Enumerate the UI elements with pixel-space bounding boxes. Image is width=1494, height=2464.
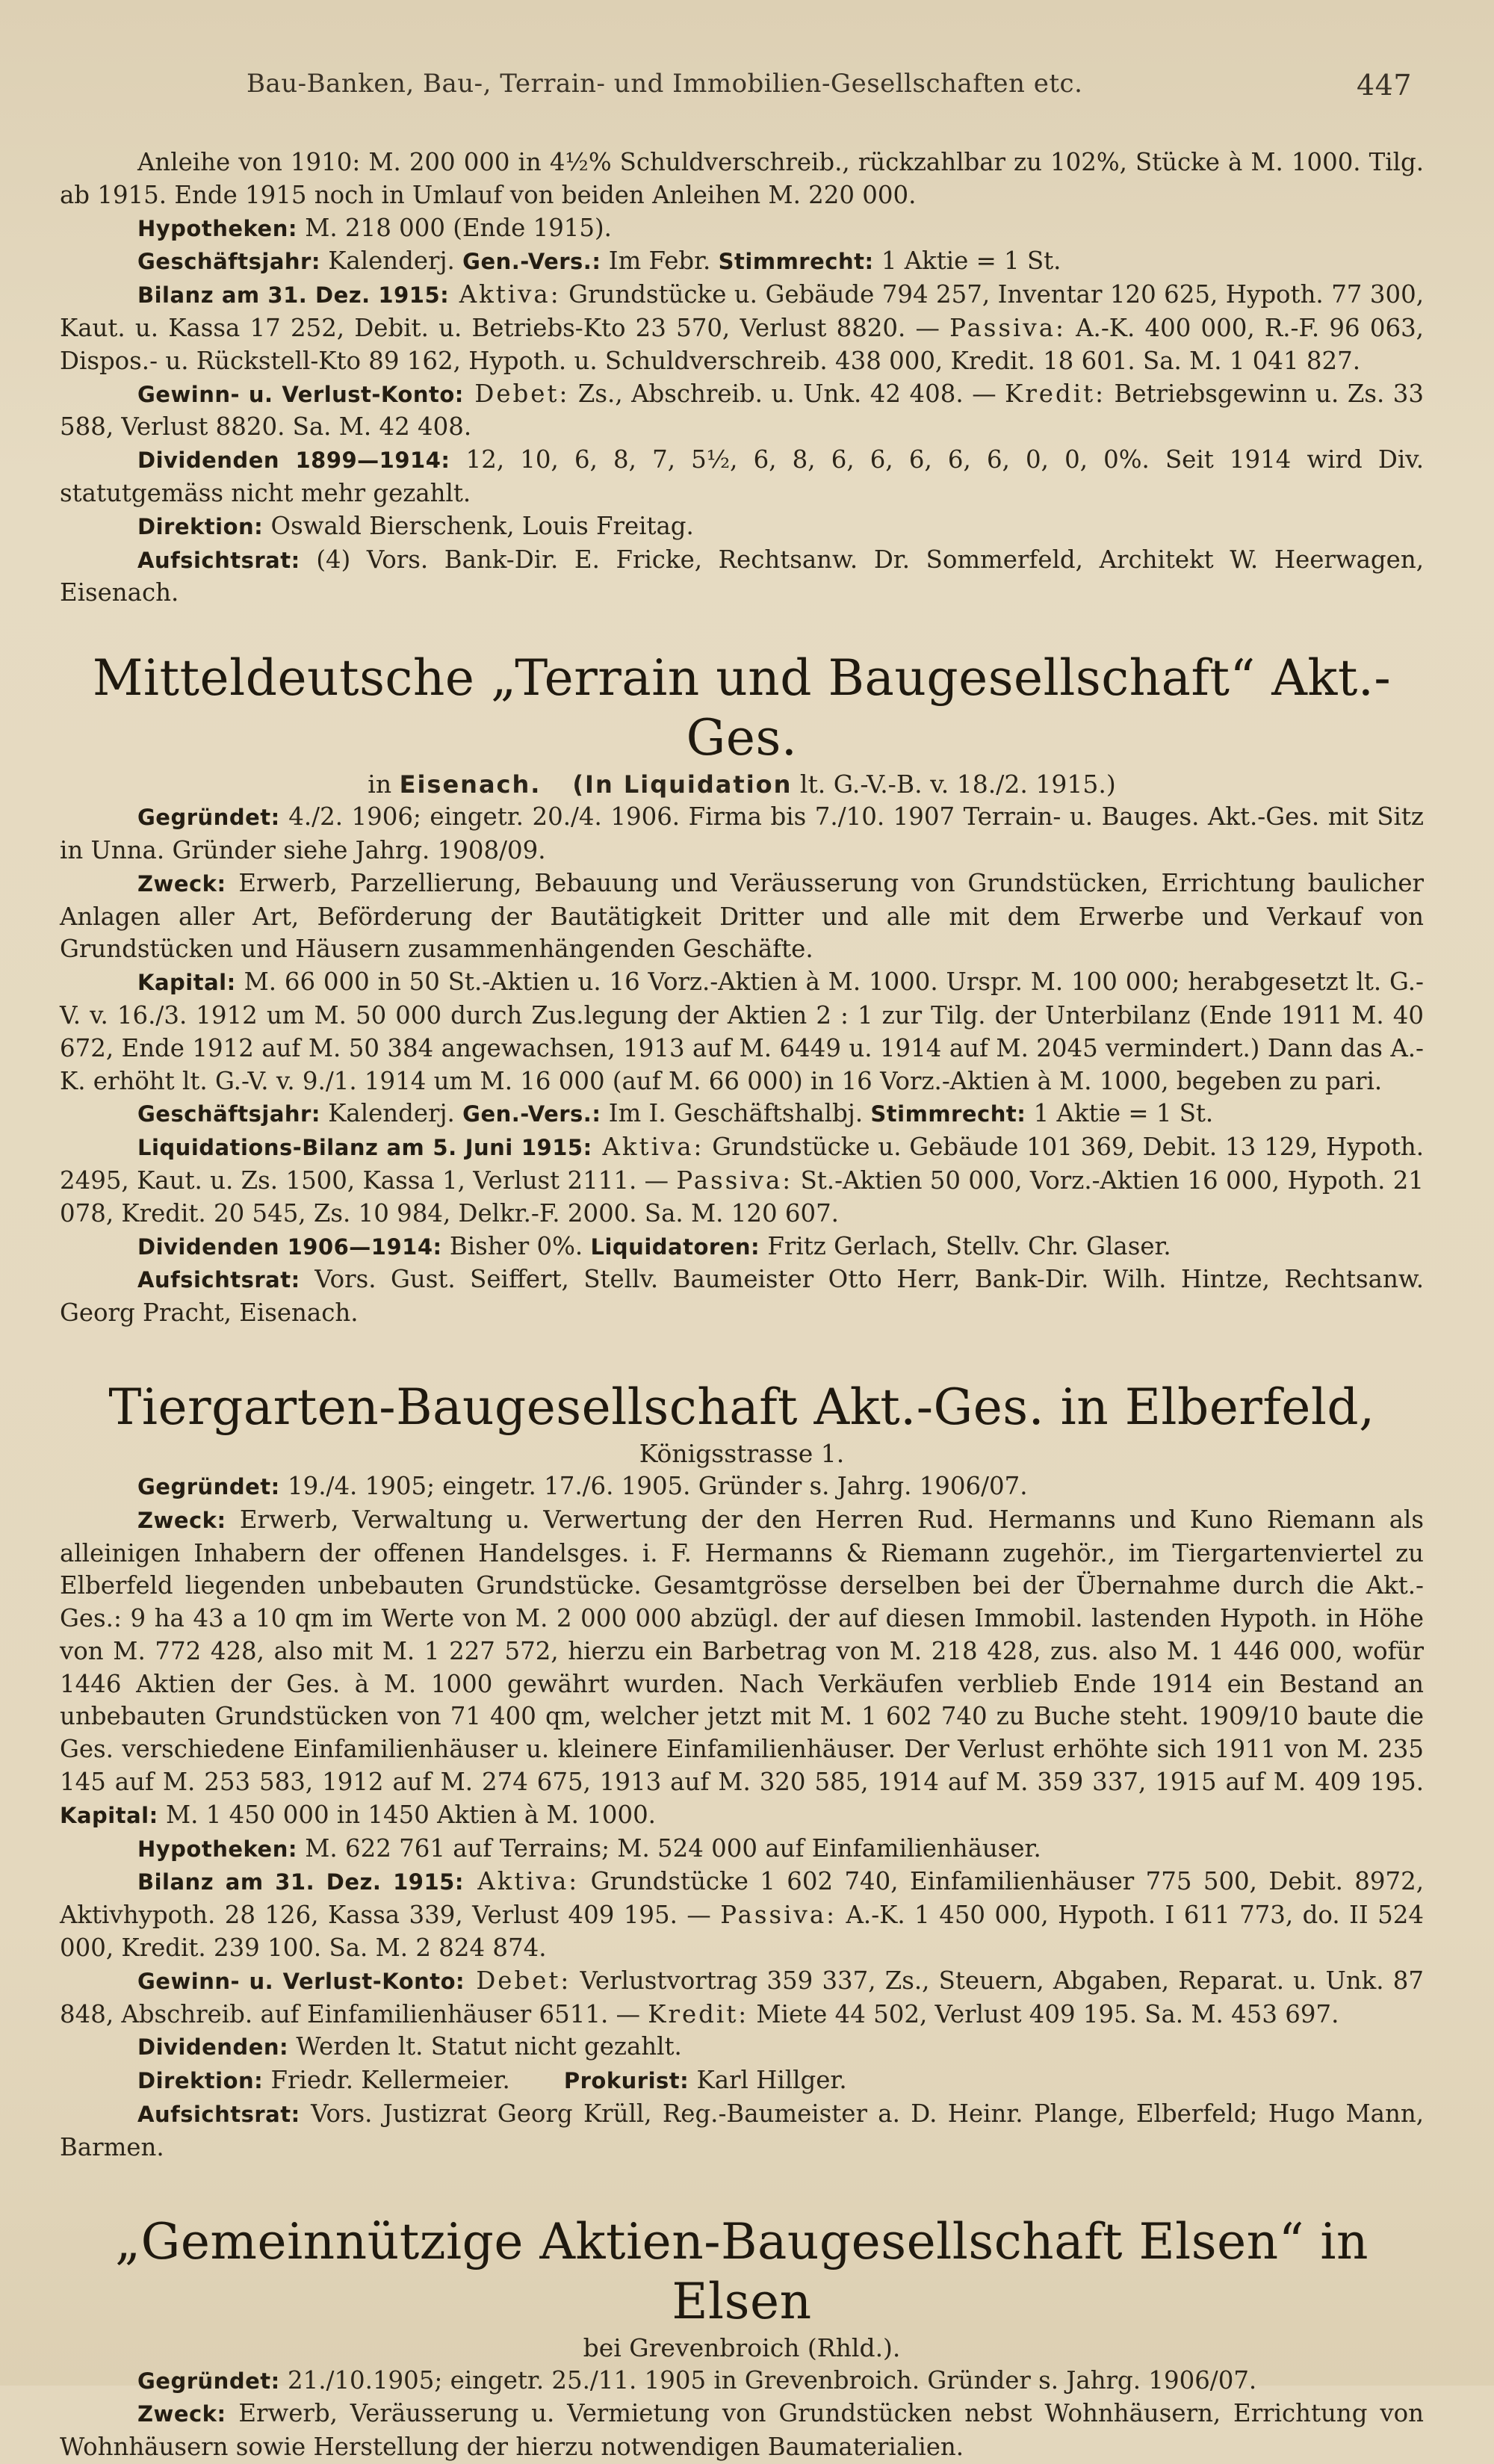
kapital-paragraph: Kapital: M. 66 000 in 50 St.-Aktien u. 16 Vorz.-Aktien à M. 1000. Urspr. M. 100 000; herabgesetzt lt. G.-V. v. 16./3. 1912 um M. 50 000 durch Zus.legung der Aktien 2 : 1 zur Tilg. der Unterbilanz (Ende 1911 M. 40 672, Ende 1912 auf M. 50 384 angewachsen, 1913 auf M. 6449 u. 1914 auf M. 2045 vermindert.) Dann das A.-K. erhöht lt. G.-V. v. 9./1. 1914 um M. 16 000 (auf M. 66 000) in 16 Vorz.-Aktien à M. 1000, begeben zu pari.	[60, 968, 1424, 1095]
geschaeftsjahr-paragraph: Geschäftsjahr: Kalenderj. Gen.-Vers.: Im I. Geschäftshalbj. Stimmrecht: 1 Aktie = 1 St.	[137, 1099, 1214, 1128]
company-subtitle: bei Grevenbroich (Rhld.).	[583, 2333, 901, 2362]
zweck-paragraph: Zweck: Erwerb, Veräusserung u. Vermietung von Grundstücken nebst Wohnhäusern, Errichtung von Wohnhäusern sowie Herstellung der hierzu notwendigen Baumaterialien.	[60, 2399, 1424, 2462]
entry-elsen	[60, 2212, 1424, 2464]
company-title: „Gemeinnützige Aktien-Baugesellschaft Elsen“ in Elsen	[114, 2212, 1369, 2330]
aufsichtsrat-paragraph: Aufsichtsrat: Vors. Justizrat Georg Krüll, Reg.-Baumeister a. D. Heinr. Plange, Elberfeld; Hugo Mann, Barmen.	[60, 2099, 1424, 2161]
running-header	[247, 69, 1412, 102]
entry-mitteldeutsche	[60, 648, 1424, 1330]
guv-paragraph: Gewinn- u. Verlust-Konto: Debet: Verlustvortrag 359 337, Zs., Steuern, Abgaben, Reparat. u. Unk. 87 848, Abschreib. auf Einfamilienhäuser 6511. — Kredit: Miete 44 502, Verlust 409 195. Sa. M. 453 697.	[60, 1966, 1424, 2028]
main-column	[60, 146, 1424, 2464]
gegruendet-paragraph: Gegründet: 21./10.1905; eingetr. 25./11. 1905 in Grevenbroich. Gründer s. Jahrg. 1906/07.	[137, 2365, 1257, 2395]
company-subtitle: in Eisenach. (In Liquidation lt. G.-V.-B. v. 18./2. 1915.)	[368, 770, 1116, 799]
company-address: Königsstrasse 1.	[639, 1438, 845, 1468]
geschaeftsjahr-paragraph: Geschäftsjahr: Kalenderj. Gen.-Vers.: Im Febr. Stimmrecht: 1 Aktie = 1 St.	[137, 247, 1061, 276]
dividenden-paragraph: Dividenden 1906—1914: Bisher 0%. Liquidatoren: Fritz Gerlach, Stellv. Chr. Glaser.	[137, 1231, 1171, 1260]
zweck-paragraph: Zweck: Erwerb, Parzellierung, Bebauung und Veräusserung von Grundstücken, Errichtung baulicher Anlagen aller Art, Beförderung der Bautätigkeit Dritter und alle mit dem Erwerbe und Verkauf von Grundstücken und Häusern zusammenhängenden Geschäfte.	[60, 868, 1424, 964]
company-title: Tiergarten-Baugesellschaft Akt.-Ges. in Elberfeld,	[108, 1378, 1375, 1436]
entry-tiergarten	[60, 1378, 1424, 2164]
guv-paragraph: Gewinn- u. Verlust-Konto: Debet: Zs., Abschreib. u. Unk. 42 408. — Kredit: Betriebsgewinn u. Zs. 33 588, Verlust 8820. Sa. M. 42 408.	[60, 379, 1424, 442]
aufsichtsrat-paragraph: Aufsichtsrat: (4) Vors. Bank-Dir. E. Fricke, Rechtsanw. Dr. Sommerfeld, Architekt W. Heerwagen, Eisenach.	[60, 545, 1424, 607]
direktion-paragraph: Direktion: Friedr. Kellermeier. Prokurist: Karl Hillger.	[137, 2066, 847, 2095]
direktion-paragraph: Direktion: Oswald Bierschenk, Louis Freitag.	[137, 511, 694, 540]
dividenden-paragraph: Dividenden: Werden lt. Statut nicht gezahlt.	[137, 2032, 682, 2061]
dividenden-paragraph: Dividenden 1899—1914: 12, 10, 6, 8, 7, 5½, 6, 8, 6, 6, 6, 6, 6, 0, 0, 0%. Seit 1914 wird Div. statutgemäss nicht mehr gezahlt.	[60, 445, 1424, 507]
liquidations-bilanz-paragraph: Liquidations-Bilanz am 5. Juni 1915: Aktiva: Grundstücke u. Gebäude 101 369, Debit. 13 129, Hypoth. 2495, Kaut. u. Zs. 1500, Kassa 1, Verlust 2111. — Passiva: St.-Aktien 50 000, Vorz.-Aktien 16 000, Hypoth. 21 078, Kredit. 20 545, Zs. 10 984, Delkr.-F. 2000. Sa. M. 120 607.	[60, 1133, 1425, 1228]
gegruendet-paragraph: Gegründet: 4./2. 1906; eingetr. 20./4. 1906. Firma bis 7./10. 1907 Terrain- u. Bauges. Akt.-Ges. mit Sitz in Unna. Gründer siehe Jahrg. 1908/09.	[60, 802, 1424, 864]
hypotheken-paragraph: Hypotheken: M. 622 761 auf Terrains; M. 524 000 auf Einfamilienhäuser.	[137, 1833, 1041, 1863]
anleihe-paragraph: Anleihe von 1910: M. 200 000 in 4½% Schuldverschreib., rückzahlbar zu 102%, Stücke à M. 1000. Tilg. ab 1915. Ende 1915 noch in Umlauf von beiden Anleihen M. 220 000.	[60, 148, 1424, 209]
running-title: Bau-Banken, Bau-, Terrain- und Immobilien-Gesellschaften etc.	[247, 69, 1083, 99]
bilanz-paragraph: Bilanz am 31. Dez. 1915: Aktiva: Grundstücke u. Gebäude 794 257, Inventar 120 625, Hypoth. 77 300, Kaut. u. Kassa 17 252, Debit. u. Betriebs-Kto 23 570, Verlust 8820. — Passiva: A.-K. 400 000, R.-F. 96 063, Dispos.- u. Rückstell-Kto 89 162, Hypoth. u. Schuldverschreib. 438 000, Kredit. 18 601. Sa. M. 1 041 827.	[60, 280, 1424, 375]
hypotheken-paragraph: Hypotheken: M. 218 000 (Ende 1915).	[137, 213, 612, 242]
page-number: 447	[1356, 69, 1412, 102]
aufsichtsrat-paragraph: Aufsichtsrat: Vors. Gust. Seiffert, Stellv. Baumeister Otto Herr, Bank-Dir. Wilh. Hintze, Rechtsanw. Georg Pracht, Eisenach.	[60, 1265, 1424, 1328]
company-title: Mitteldeutsche „Terrain und Baugesellschaft“ Akt.-Ges.	[92, 649, 1392, 767]
previous-entry	[60, 146, 1424, 610]
bilanz-paragraph: Bilanz am 31. Dez. 1915: Aktiva: Grundstücke 1 602 740, Einfamilienhäuser 775 500, Debit. 8972, Aktivhypoth. 28 126, Kassa 339, Verlust 409 195. — Passiva: A.-K. 1 450 000, Hypoth. I 611 773, do. II 524 000, Kredit. 239 100. Sa. M. 2 824 874.	[60, 1867, 1424, 1963]
gegruendet-paragraph: Gegründet: 19./4. 1905; eingetr. 17./6. 1905. Gründer s. Jahrg. 1906/07.	[137, 1471, 1028, 1500]
zweck-paragraph: Zweck: Erwerb, Verwaltung u. Verwertung der den Herren Rud. Hermanns und Kuno Riemann als alleinigen Inhabern der offenen Handelsges. i. F. Hermanns & Riemann zugehör., im Tiergartenviertel zu Elberfeld liegenden unbebauten Grundstücke. Gesamtgrösse derselben bei der Übernahme durch die Akt.-Ges.: 9 ha 43 a 10 qm im Werte von M. 2 000 000 abzügl. der auf diesen Immobil. lastenden Hypoth. in Höhe von M. 772 428, also mit M. 1 227 572, hierzu ein Barbetrag von M. 218 428, zus. also M. 1 446 000, wofür 1446 Aktien der Ges. à M. 1000 gewährt wurden. Nach Verkäufen verblieb Ende 1914 ein Bestand an unbebauten Grundstücken von 71 400 qm, welcher jetzt mit M. 1 602 740 zu Buche steht. 1909/10 baute die Ges. verschiedene Einfamilienhäuser u. kleinere Einfamilienhäuser. Der Verlust erhöhte sich 1911 von M. 235 145 auf M. 253 583, 1912 auf M. 274 675, 1913 auf M. 320 585, 1914 auf M. 359 337, 1915 auf M. 409 195. Kapital: M. 1 450 000 in 1450 Aktien à M. 1000.	[60, 1505, 1424, 1829]
